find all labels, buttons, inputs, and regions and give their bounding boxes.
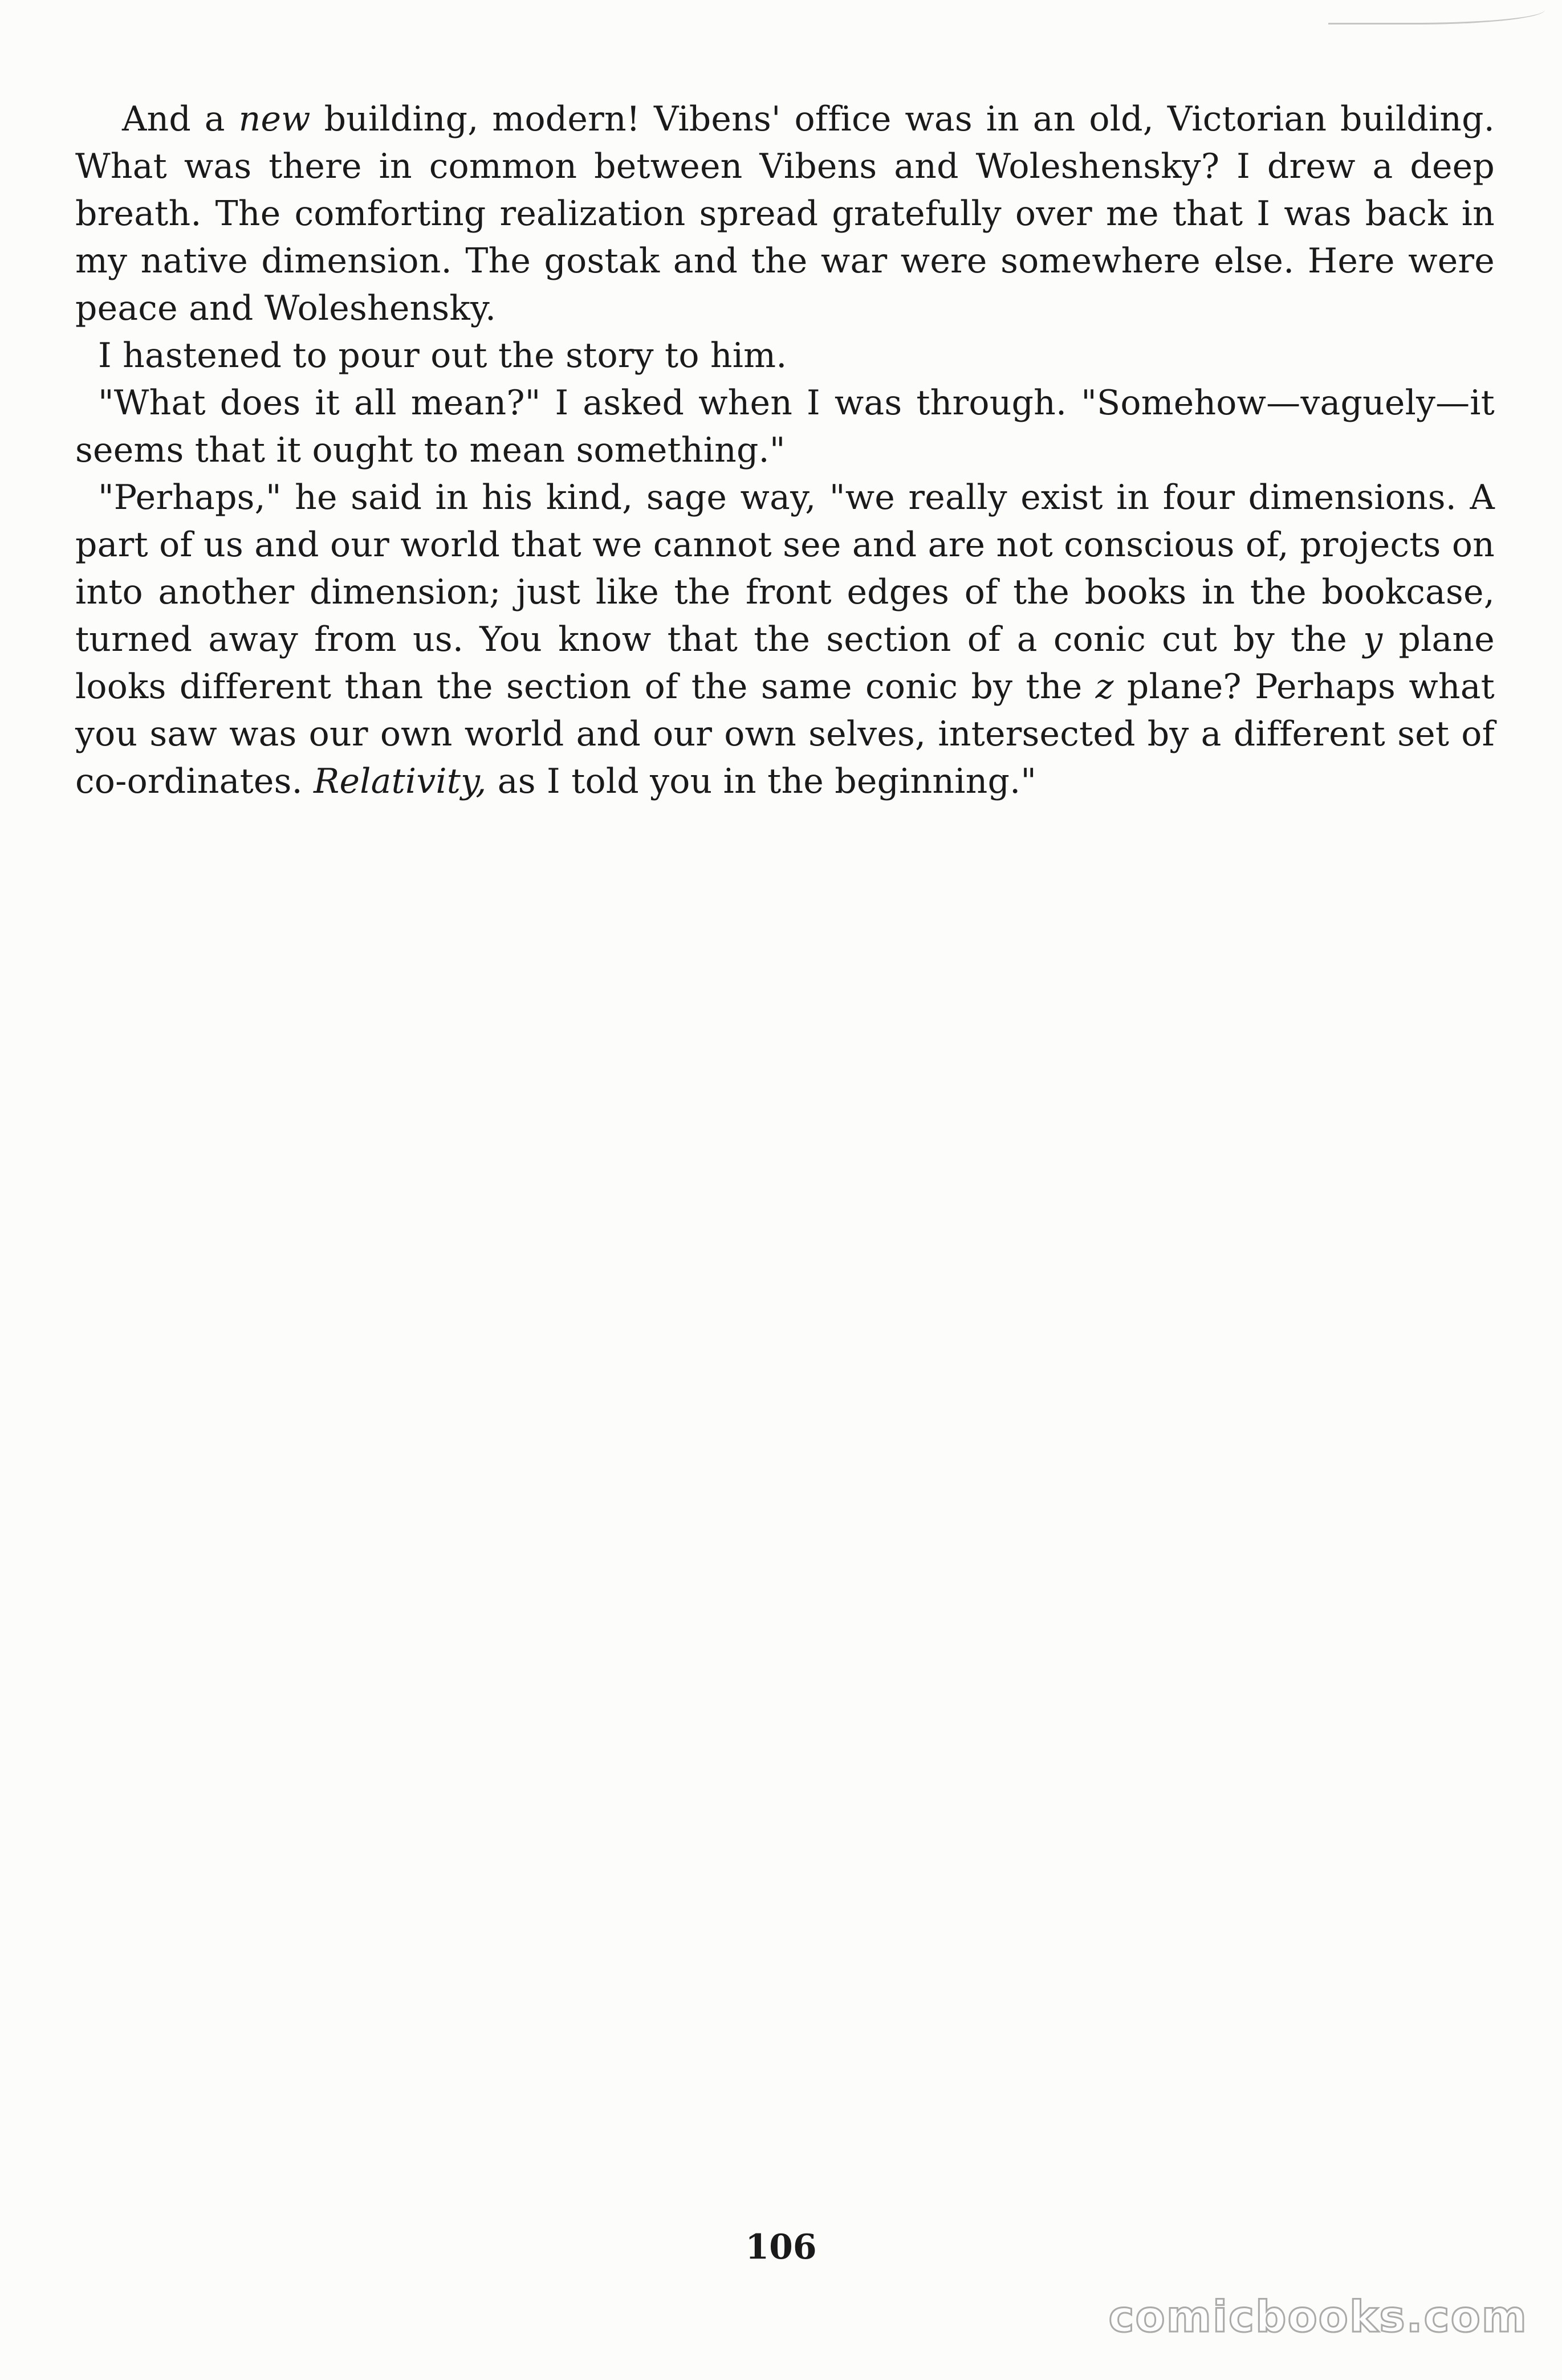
paragraph-1: And a new building, modern! Vibens' office was in an old, Victorian building. What was there in common between Vibens and Woleshensky? I drew a deep breath. The comforting realization spread gratefully over me that I was back in my native dimension. The gostak and the war were somewhere else. Here were peace and Woleshensky.: [75, 99, 1495, 328]
paragraph-4: "Perhaps," he said in his kind, sage way, "we really exist in four dimensions. A part of us and our world that we cannot see and are not conscious of, projects on into another dimension; just like the front edges of the books in the bookcase, turned away from us. You know that the section of a conic cut by the y plane looks different than the section of the same conic by the z plane? Perhaps what you saw was our own world and our own selves, intersected by a different set of co-ordinates. Relativity, as I told you in the beginning.": [75, 478, 1495, 801]
body-text: [75, 96, 1495, 805]
paragraph-2: I hastened to pour out the story to him.: [98, 336, 787, 376]
paragraph-3: "What does it all mean?" I asked when I was through. "Somehow—vaguely—it seems that it ought to mean something.": [75, 383, 1495, 470]
watermark-logo: comicbooks.com: [1108, 2291, 1528, 2342]
scan-corner-mark: [1328, 0, 1545, 25]
page-number: 106: [745, 2227, 817, 2267]
